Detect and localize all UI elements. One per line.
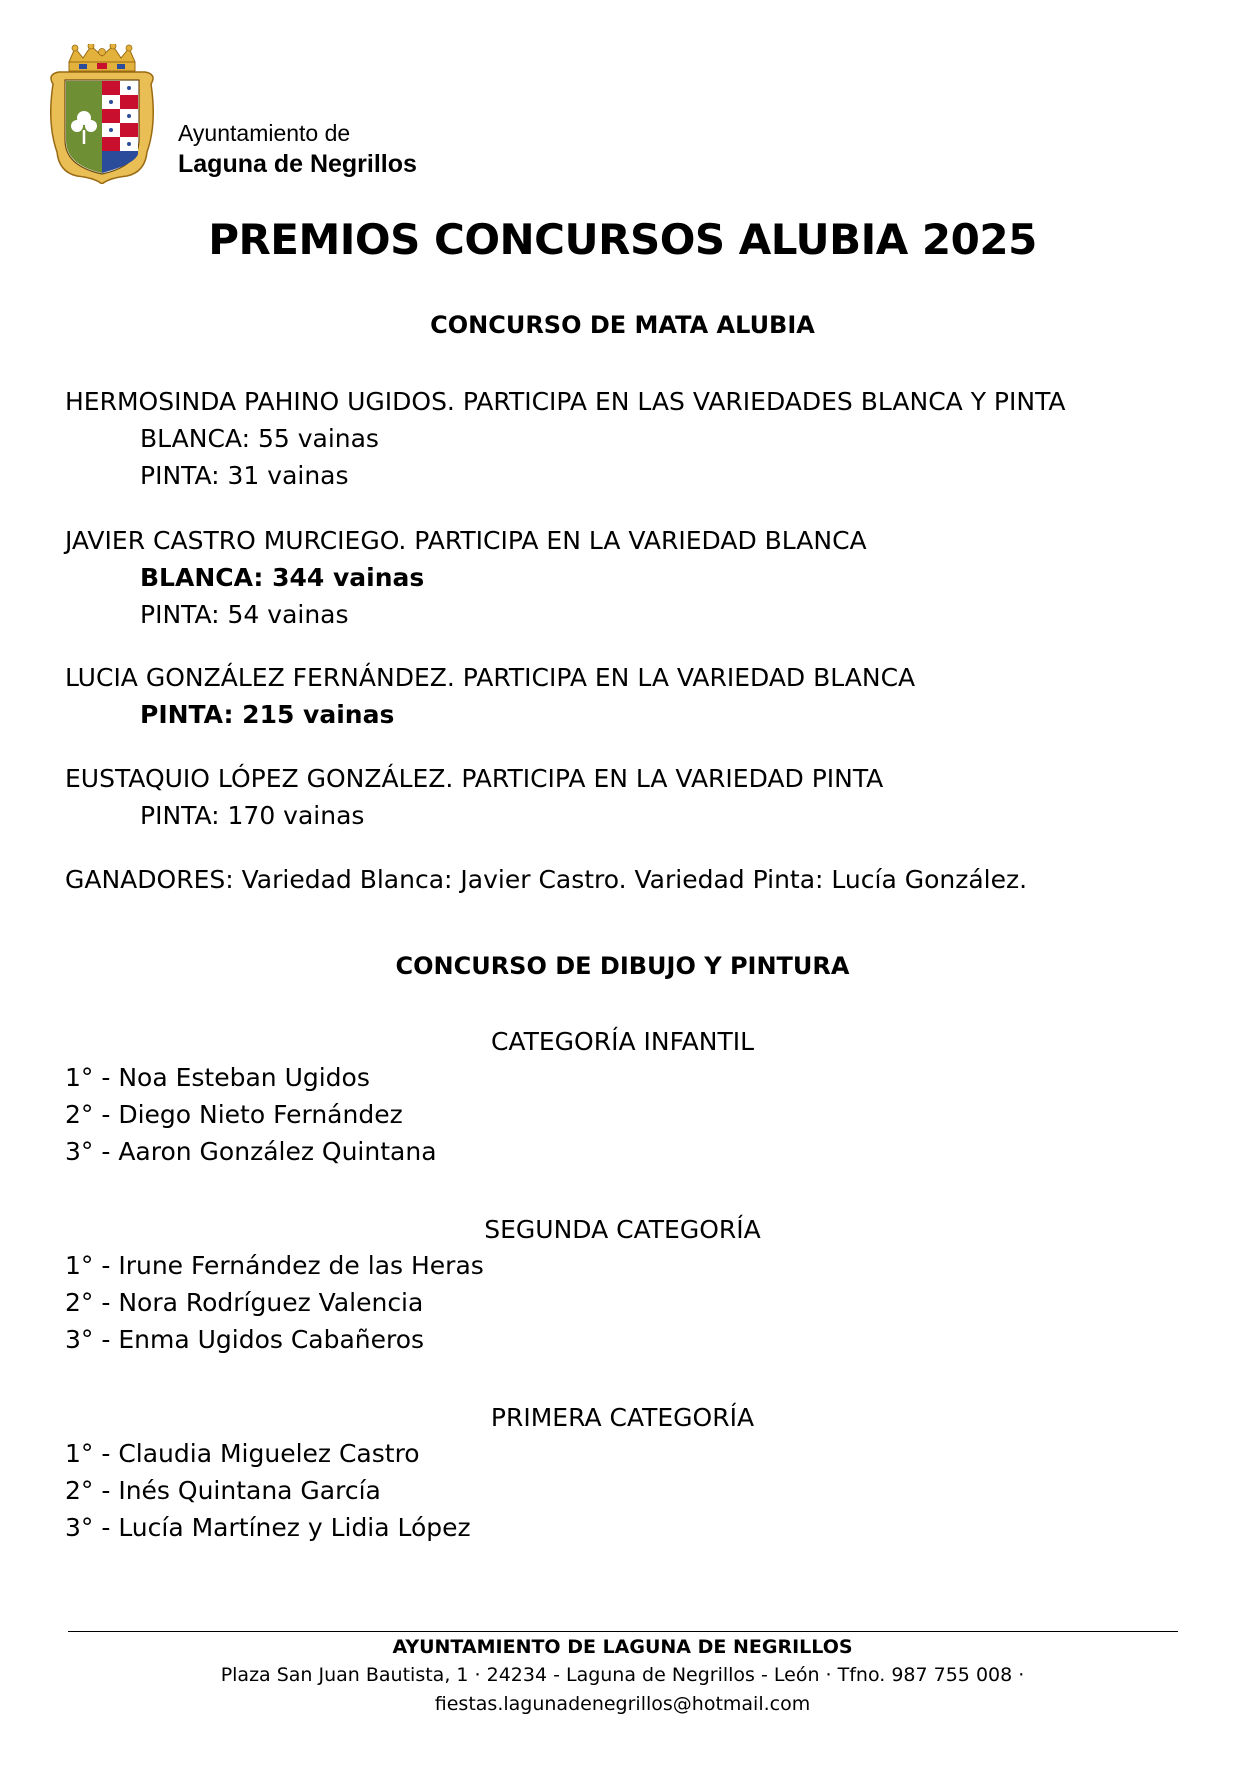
section-heading-dibujo: CONCURSO DE DIBUJO Y PINTURA bbox=[395, 952, 850, 980]
footer bbox=[0, 1633, 1245, 1719]
entry-javier bbox=[65, 522, 867, 633]
footer-org: AYUNTAMIENTO DE LAGUNA DE NEGRILLOS bbox=[392, 1636, 853, 1658]
entry-name: HERMOSINDA PAHINO UGIDOS. PARTICIPA EN LAS VARIEDADES BLANCA Y PINTA bbox=[65, 387, 1066, 416]
entry-count: PINTA: 170 vainas bbox=[140, 801, 365, 830]
list-item: 3° - Aaron González Quintana bbox=[65, 1137, 437, 1166]
winners-line: GANADORES: Variedad Blanca: Javier Castro. Variedad Pinta: Lucía González. bbox=[65, 865, 1028, 894]
entry-name: JAVIER CASTRO MURCIEGO. PARTICIPA EN LA VARIEDAD BLANCA bbox=[65, 526, 867, 555]
entry-count: PINTA: 31 vainas bbox=[140, 461, 349, 490]
org-line-2: Laguna de Negrillos bbox=[178, 150, 417, 178]
entry-count: PINTA: 54 vainas bbox=[140, 600, 349, 629]
list-item: 3° - Lucía Martínez y Lidia López bbox=[65, 1513, 471, 1542]
entry-count: BLANCA: 55 vainas bbox=[140, 424, 379, 453]
entry-name: LUCIA GONZÁLEZ FERNÁNDEZ. PARTICIPA EN LA VARIEDAD BLANCA bbox=[65, 663, 916, 692]
organization-name bbox=[178, 118, 417, 180]
category-segunda-heading: SEGUNDA CATEGORÍA bbox=[484, 1215, 761, 1244]
footer-address: Plaza San Juan Bautista, 1 · 24234 - Laguna de Negrillos - León · Tfno. 987 755 008 · bbox=[220, 1664, 1025, 1686]
entry-eustaquio bbox=[65, 760, 883, 834]
checkered-quarter bbox=[102, 81, 138, 173]
footer-divider bbox=[68, 1631, 1178, 1632]
category-segunda-list bbox=[65, 1247, 484, 1358]
entry-hermosinda bbox=[65, 383, 1066, 494]
entry-name: EUSTAQUIO LÓPEZ GONZÁLEZ. PARTICIPA EN LA VARIEDAD PINTA bbox=[65, 764, 884, 793]
footer-email: fiestas.lagunadenegrillos@hotmail.com bbox=[434, 1693, 811, 1715]
list-item: 2° - Nora Rodríguez Valencia bbox=[65, 1288, 424, 1317]
list-item: 2° - Inés Quintana García bbox=[65, 1476, 381, 1505]
page-title: PREMIOS CONCURSOS ALUBIA 2025 bbox=[208, 215, 1037, 264]
list-item: 1° - Claudia Miguelez Castro bbox=[65, 1439, 420, 1468]
category-primera-list bbox=[65, 1435, 471, 1546]
list-item: 1° - Noa Esteban Ugidos bbox=[65, 1063, 370, 1092]
section-heading-mata: CONCURSO DE MATA ALUBIA bbox=[430, 311, 815, 339]
category-infantil-heading: CATEGORÍA INFANTIL bbox=[490, 1027, 755, 1056]
list-item: 3° - Enma Ugidos Cabañeros bbox=[65, 1325, 425, 1354]
org-line-1: Ayuntamiento de bbox=[178, 120, 351, 146]
crown-icon bbox=[69, 44, 135, 71]
category-infantil-list bbox=[65, 1059, 437, 1170]
entry-count-highlight: BLANCA: 344 vainas bbox=[140, 563, 425, 592]
list-item: 1° - Irune Fernández de las Heras bbox=[65, 1251, 484, 1280]
list-item: 2° - Diego Nieto Fernández bbox=[65, 1100, 403, 1129]
entry-lucia bbox=[65, 659, 915, 733]
entry-count-highlight: PINTA: 215 vainas bbox=[140, 700, 395, 729]
coat-of-arms-logo bbox=[47, 44, 157, 184]
category-primera-heading: PRIMERA CATEGORÍA bbox=[490, 1403, 755, 1432]
